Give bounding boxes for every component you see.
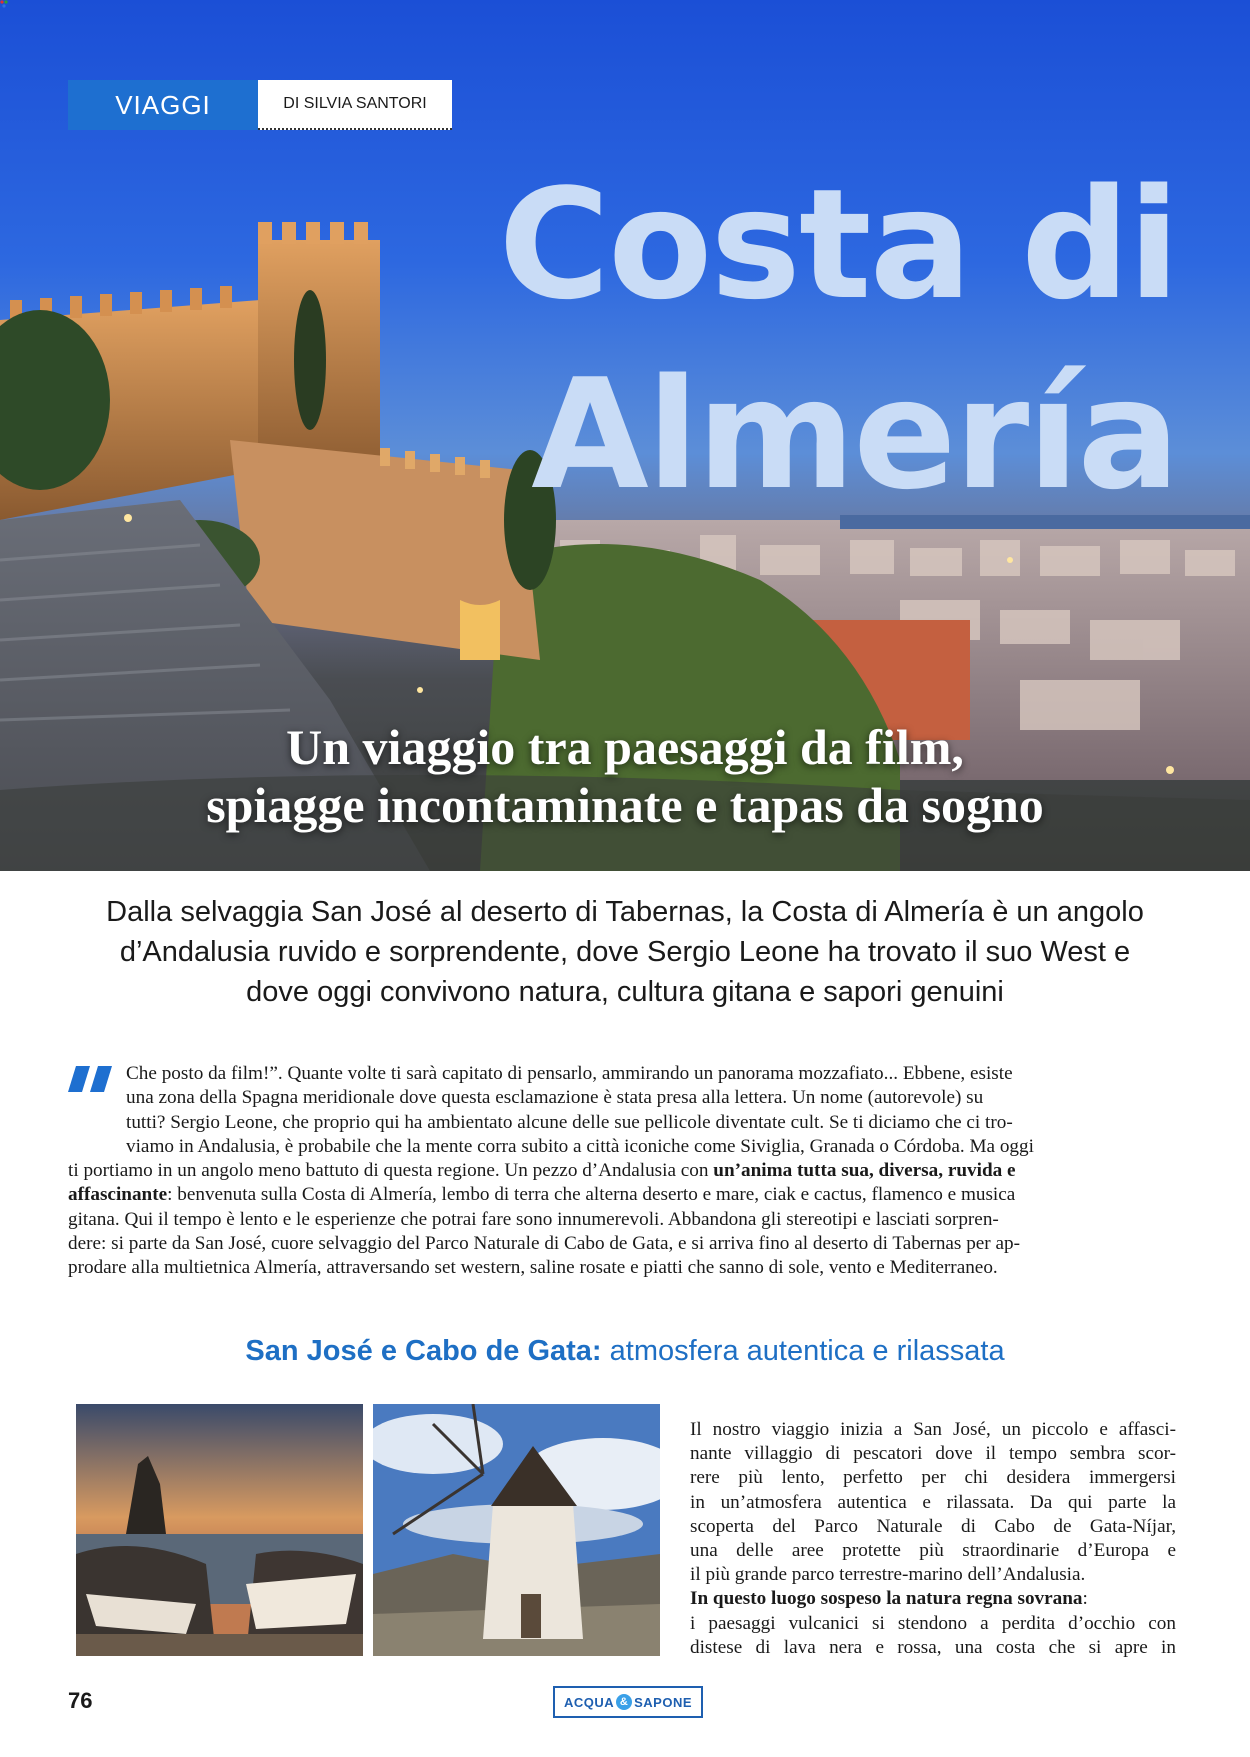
subtitle-line-2: spiagge incontaminate e tapas da sogno: [206, 777, 1044, 833]
body-line: rere più lento, perfetto per chi desidera immergersi: [690, 1467, 1176, 1489]
body-line: dere: si parte da San José, cuore selvaggio del Parco Naturale di Cabo de Gata, e si arriva fino al deserto di Tabernas per ap-: [68, 1233, 1020, 1255]
coast-photo-illustration: [76, 1404, 363, 1656]
body-text-run: : benvenuta sulla Costa di Almería, lembo di terra che alterna deserto e mare, ciak e cactus, flamenco e musica: [167, 1184, 1016, 1206]
body-line: [690, 1587, 1176, 1611]
body-line: in un’atmosfera autentica e rilassata. Da qui parte la: [690, 1491, 1176, 1513]
section-heading: [0, 1335, 1250, 1368]
body-line: i paesaggi vulcanici si stendono a perdita d’occhio con: [690, 1612, 1176, 1634]
body-text-run: :: [1082, 1588, 1088, 1610]
body-line: tutti? Sergio Leone, che proprio qui ha ambientato alcune delle sue pellicole diventate cult. Se ti diciamo che ci tro-: [126, 1111, 1013, 1133]
body-emphasis: affascinante: [68, 1184, 168, 1206]
brand-logo: [553, 1686, 703, 1718]
body-line: nante villaggio di pescatori dove il tempo sembra scor-: [690, 1443, 1176, 1465]
body-line: una delle aree protette più straordinarie d’Europa e: [690, 1540, 1176, 1562]
body-line: [68, 1159, 1176, 1183]
body-line: prodare alla multietnica Almería, attraversando set western, saline rosate e piatti che sanno di sole, vento e Mediterraneo.: [68, 1257, 998, 1279]
hero-image: [0, 0, 1250, 871]
article-subtitle: [0, 718, 1250, 834]
body-line: [68, 1183, 1176, 1207]
body-line: il più grande parco terrestre-marino dell’Andalusia.: [690, 1564, 1086, 1586]
windmill-photo-illustration: [373, 1404, 660, 1656]
brand-amp: &: [616, 1694, 632, 1710]
article-title: [478, 150, 1178, 530]
section-heading-rest: atmosfera autentica e rilassata: [601, 1335, 1005, 1367]
body-emphasis: In questo luogo sospeso la natura regna sovrana: [690, 1588, 1083, 1610]
body-line: gitana. Qui il tempo è lento e le esperienze che potrai fare sono innumerevoli. Abbandona gli stereotipi e lasciati sorpren-: [68, 1208, 999, 1230]
lead-line: dove oggi convivono natura, cultura gitana e sapori genuini: [246, 976, 1004, 1008]
lead-line: d’Andalusia ruvido e sorprendente, dove Sergio Leone ha trovato il suo West e: [119, 936, 1131, 968]
subtitle-line-1: Un viaggio tra paesaggi da film,: [286, 719, 964, 775]
title-line-1: Costa di: [498, 156, 1178, 333]
section-heading-strong: San José e Cabo de Gata:: [245, 1335, 602, 1367]
section-body: [690, 1418, 1176, 1660]
intro-paragraph: [68, 1062, 1176, 1281]
body-line: Che posto da film!”. Quante volte ti sarà capitato di pensarlo, ammirando un panorama mozzafiato... Ebbene, esiste: [126, 1063, 1013, 1084]
body-line: scoperta del Parco Naturale di Cabo de Gata-Níjar,: [690, 1515, 1176, 1537]
section-tag: [68, 80, 452, 130]
photo-coast-boats: [76, 1404, 363, 1656]
brand-right: SAPONE: [634, 1694, 693, 1710]
body-emphasis: un’anima tutta sua, diversa, ruvida e: [713, 1160, 1016, 1182]
photo-windmill: [373, 1404, 660, 1656]
brand-left: ACQUA: [563, 1694, 615, 1710]
section-label: VIAGGI: [68, 80, 258, 130]
body-line: Il nostro viaggio inizia a San José, un piccolo e affasci-: [690, 1419, 1176, 1440]
body-line: una zona della Spagna meridionale dove questa esclamazione è stata presa alla lettera. Un nome (autorevole) su: [126, 1087, 984, 1109]
page-number: 76: [68, 1688, 93, 1713]
body-line: distese di lava nera e rossa, una costa che si apre in: [690, 1636, 1176, 1658]
lead-paragraph: [60, 892, 1190, 1012]
color-dots-icon: [0, 0, 8, 8]
body-text-run: ti portiamo in un angolo meno battuto di questa regione. Un pezzo d’Andalusia con: [68, 1160, 714, 1182]
title-line-2: Almería: [531, 346, 1178, 523]
lead-line: Dalla selvaggia San José al deserto di Tabernas, la Costa di Almería è un angolo: [106, 896, 1144, 928]
body-line: viamo in Andalusia, è probabile che la mente corra subito a città iconiche come Siviglia, Granada o Córdoba. Ma oggi: [126, 1135, 1034, 1157]
author-byline: DI SILVIA SANTORI: [258, 80, 452, 130]
